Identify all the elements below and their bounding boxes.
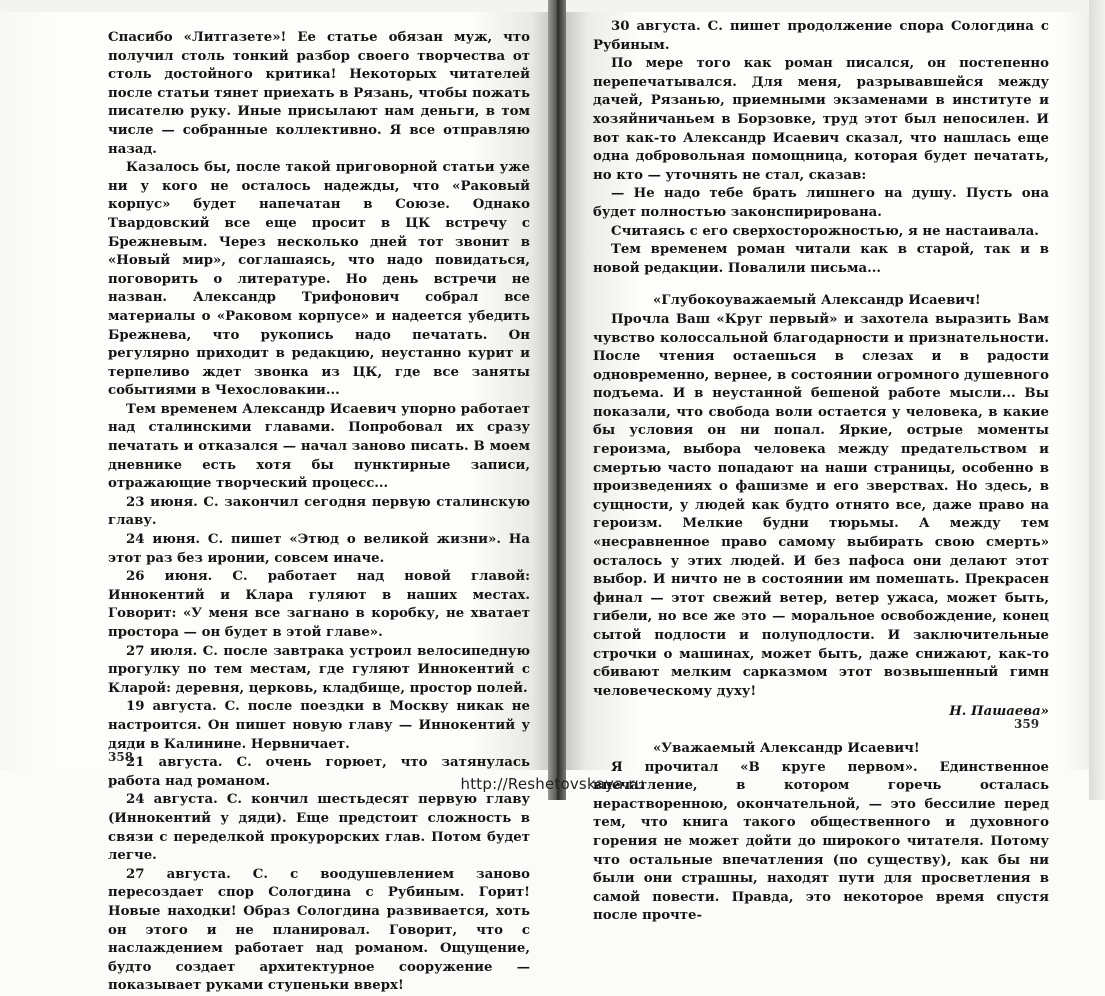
diary-entry: 24 августа. С. кончил шестьдесят первую главу (Иннокентий у дяди). Еще предстоит сложность в связи с переделкой прокурорских глав. Потом будет легче. (108, 792, 530, 864)
paragraph: Спасибо «Литгазете»! Ее статье обязан муж, что получил столь тонкий разбор своего творчества от столь достойного критика! Некоторых читателей после статьи тянет приехать в Рязань, чтобы пожать писателю руку. Иные присылают нам деньги, в том числе — собранные коллективно. Я все отправляю назад. (108, 30, 530, 157)
diary-entry: 21 августа. С. очень горюет, что затянулась работа над романом. (108, 755, 530, 789)
paragraph: Тем временем Александр Исаевич упорно работает над сталинскими главами. Попробовал их сразу печатать и отказался — начал заново писать. В моем дневнике есть хотя бы пунктирные записи, отражающие творческий процесс... (108, 401, 530, 492)
page-number-right: 359 (1014, 717, 1040, 731)
paragraph: По мере того как роман писался, он постепенно перепечатывался. Для меня, разрывавшейся между дачей, Рязанью, приемными экзаменами в институте и хозяйничаньем в Борзовке, труд этот был непосилен. И вот как-то Александр Исаевич сказал, что нашлась еще одна добровольная помощница, которая будет печатать, но кто — уточнять не стал, сказав: (593, 56, 1049, 183)
dialogue-line: — Не надо тебе брать лишнего на душу. Пусть она будет полностью законспирирована. (593, 186, 1049, 220)
letter-salutation: «Уважаемый Александр Исаевич! (653, 740, 920, 756)
diary-entry: 26 июня. С. работает над новой главой: Иннокентий и Клара гуляют в наших местах. Говорит: «У меня все загнано в коробку, не хватает простора — он будет в этой главе». (108, 569, 530, 640)
letter-body: Прочла Ваш «Круг первый» и захотела выразить Вам чувство колоссальной благодарности и признательности. После чтения остаешься в слезах и в радости одновременно, вернее, в состоянии огромного душевного подъема. И в неустанной бешеной работе мысли... Вы показали, что свобода воли остается у человека, в какие бы условия он ни попал. Яркие, острые моменты героизма, выбора человека между предательством и смертью часто попадают на наши страницы, особенно в произведениях о фашизме и его зверствах. Но здесь, в сущности, у людей как будто отнято все, даже право на героизм. Мелкие будни тюрьмы. А между тем «несравненное право самому выбирать свою смерть» осталось у этих людей. И без пафоса они делают этот выбор. И ничто не в состоянии им помешать. Прекрасен финал — этот свежий ветер, ветер ужаса, может быть, гибели, но все же это — моральное освобождение, конец сытой подлости и полуподлости. И заключительные строчки о машинах, может быть, даже снижают, как-то сбивают мелким сарказмом этот возвышенный гимн человеческому духу! (593, 311, 1049, 699)
diary-entry: 30 августа. С. пишет продолжение спора Сологдина с Рубиным. (593, 19, 1049, 53)
book-gutter (548, 0, 566, 800)
diary-entry: 27 августа. С. с воодушевлением заново пересоздает спор Сологдина с Рубиным. Горит! Новые находки! Образ Сологдина развивается, хоть он этого и не планировал. Говорит, что с наслаждением работает над романом. Ощущение, будто создает архитектурное сооружение — показывает руками ступеньки вверх! (108, 866, 530, 994)
paragraph: Считаясь с его сверхосторожностью, я не настаивала. (611, 223, 1039, 239)
left-page-text (108, 29, 530, 996)
diary-entry: 19 августа. С. после поездки в Москву никак не настроится. Он пишет новую главу — Иннокентий у дяди в Калинине. Нервничает. (108, 699, 530, 752)
paragraph: Тем временем роман читали как в старой, так и в новой редакции. Повалили письма... (593, 242, 1049, 276)
letter-signature: Н. Пашаева» (949, 704, 1049, 720)
page-edge-shadow (1089, 0, 1105, 800)
left-page (0, 12, 548, 994)
diary-entry: 27 июля. С. после завтрака устроил велосипедную прогулку по тем местам, где гуляют Иннокентий с Кларой: деревня, церковь, кладбище, простор полей. (108, 643, 530, 696)
right-page (566, 12, 1089, 924)
diary-entry: 24 июня. С. пишет «Этюд о великой жизни». На этот раз без иронии, совсем иначе. (108, 532, 530, 566)
diary-entry: 23 июня. С. закончил сегодня первую сталинскую главу. (108, 494, 530, 529)
letter-body: Я прочитал «В круге первом». Единственное впечатление, в котором горечь осталась нерастворенною, окончательной, — это бессилие перед тем, что книга такого общественного и духовного горения не может дойти до широкого читателя. Потому что остальные впечатления (по существу), как бы ни были они страшны, находят пути для просветления в самой повести. Правда, это некоторое время спустя после прочте- (593, 759, 1049, 924)
letter-salutation: «Глубокоуважаемый Александр Исаевич! (653, 293, 981, 309)
source-url-watermark: http://Reshetovskaya.ru (460, 775, 645, 793)
paragraph: Казалось бы, после такой приговорной статьи уже ни у кого не осталось надежды, что «Раковый корпус» будет напечатан в Союзе. Однако Твардовский все еще просит в ЦК встречу с Брежневым. Через несколько дней тот звонит в «Новый мир», соглашаясь, что надо повидаться, поговорить о литературе. Но день встречи не назван. Александр Трифонович собрал все материалы о «Раковом корпусе» и надеется убедить Брежнева, что рукопись надо печатать. Он регулярно приходит в редакцию, неустанно курит и терпеливо ждет звонка из ЦК, где все заняты событиями в Чехословакии... (108, 160, 530, 399)
page-number-left: 358 (108, 750, 134, 764)
